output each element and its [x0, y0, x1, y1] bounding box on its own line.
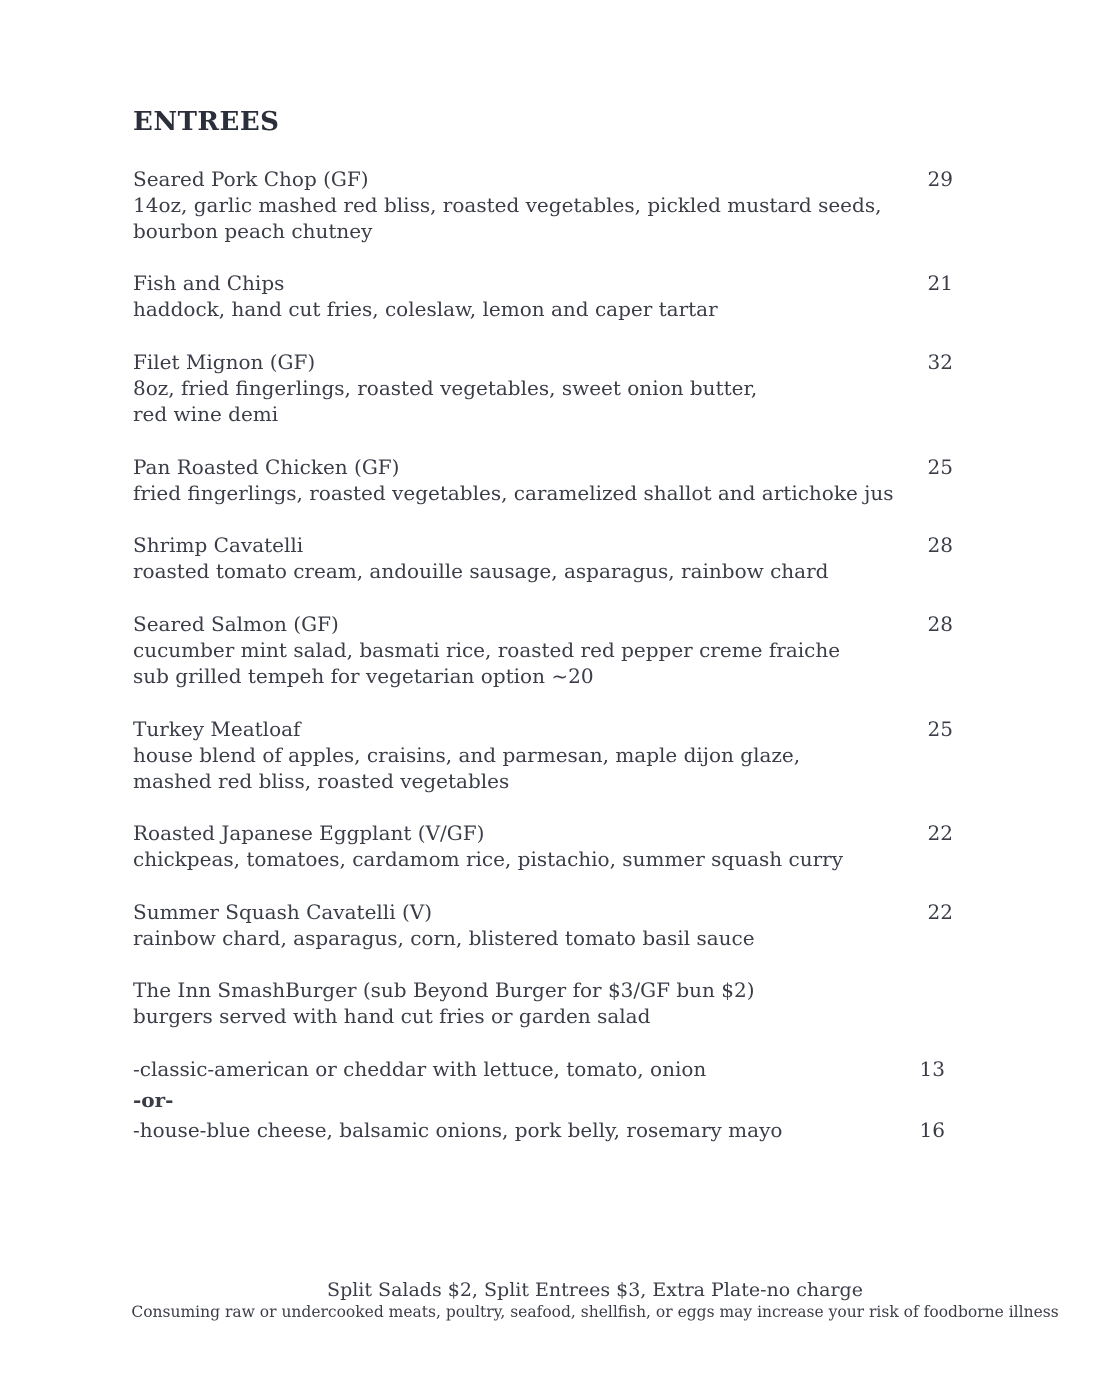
menu-item [133, 820, 953, 872]
menu-item [133, 611, 953, 690]
burger-option [133, 1056, 945, 1082]
menu-item-price: 22 [927, 900, 953, 924]
menu-item-description: house blend of apples, craisins, and parmesan, maple dijon glaze, mashed red bliss, roasted vegetables [133, 743, 801, 794]
menu-item [133, 532, 953, 584]
menu-item-price: 25 [927, 455, 953, 479]
menu-item [133, 270, 953, 322]
menu-item-price: 28 [927, 533, 953, 557]
menu-item-description: 14oz, garlic mashed red bliss, roasted vegetables, pickled mustard seeds, bourbon peach chutney [133, 193, 882, 244]
menu-item-name: The Inn SmashBurger (sub Beyond Burger for $3/GF bun $2) [133, 978, 755, 1002]
menu-item-name: Shrimp Cavatelli [133, 533, 304, 557]
menu-item [133, 899, 953, 951]
menu-item-name: Seared Pork Chop (GF) [133, 167, 369, 191]
menu-item-description: roasted tomato cream, andouille sausage, asparagus, rainbow chard [133, 559, 829, 584]
menu-item [133, 166, 953, 245]
menu-item-description: chickpeas, tomatoes, cardamom rice, pistachio, summer squash curry [133, 847, 844, 872]
menu-item-name: Seared Salmon (GF) [133, 612, 339, 636]
burger-option-price: 13 [919, 1057, 945, 1081]
menu-item-price: 22 [927, 821, 953, 845]
burger-option [133, 1117, 945, 1143]
menu-item-description: cucumber mint salad, basmati rice, roasted red pepper creme fraiche sub grilled tempeh for vegetarian option ~20 [133, 638, 841, 689]
menu-item-name: Filet Mignon (GF) [133, 350, 316, 374]
menu-item-description: 8oz, fried fingerlings, roasted vegetables, sweet onion butter, red wine demi [133, 376, 758, 427]
menu-item-name: Summer Squash Cavatelli (V) [133, 900, 432, 924]
menu-item-price: 28 [927, 612, 953, 636]
menu-item-description: fried fingerlings, roasted vegetables, caramelized shallot and artichoke jus [133, 481, 894, 506]
section-title: ENTREES [133, 107, 280, 137]
menu-item [133, 977, 953, 1029]
menu-item-price: 29 [927, 167, 953, 191]
menu-item-price: 32 [927, 350, 953, 374]
menu-item-name: Pan Roasted Chicken (GF) [133, 455, 400, 479]
menu-item-name: Fish and Chips [133, 271, 285, 295]
burger-option-price: 16 [919, 1118, 945, 1142]
burger-option-separator: -or- [133, 1088, 174, 1112]
menu-item-price: 21 [927, 271, 953, 295]
menu-item-description: rainbow chard, asparagus, corn, blistered tomato basil sauce [133, 926, 755, 951]
menu-item [133, 716, 953, 795]
menu-item-price: 25 [927, 717, 953, 741]
footer-note: Split Salads $2, Split Entrees $3, Extra Plate-no charge [327, 1279, 863, 1301]
menu-item-name: Turkey Meatloaf [133, 717, 301, 741]
footer-warning: Consuming raw or undercooked meats, poultry, seafood, shellfish, or eggs may increase your risk of foodborne illness [131, 1303, 1059, 1321]
menu-item-description: burgers served with hand cut fries or garden salad [133, 1004, 651, 1029]
menu-item [133, 454, 953, 506]
menu-item-description: haddock, hand cut fries, coleslaw, lemon and caper tartar [133, 297, 718, 322]
menu-item-name: Roasted Japanese Eggplant (V/GF) [133, 821, 485, 845]
burger-option-text: -house-blue cheese, balsamic onions, pork belly, rosemary mayo [133, 1118, 783, 1142]
menu-item [133, 349, 953, 428]
burger-option-text: -classic-american or cheddar with lettuce, tomato, onion [133, 1057, 707, 1081]
